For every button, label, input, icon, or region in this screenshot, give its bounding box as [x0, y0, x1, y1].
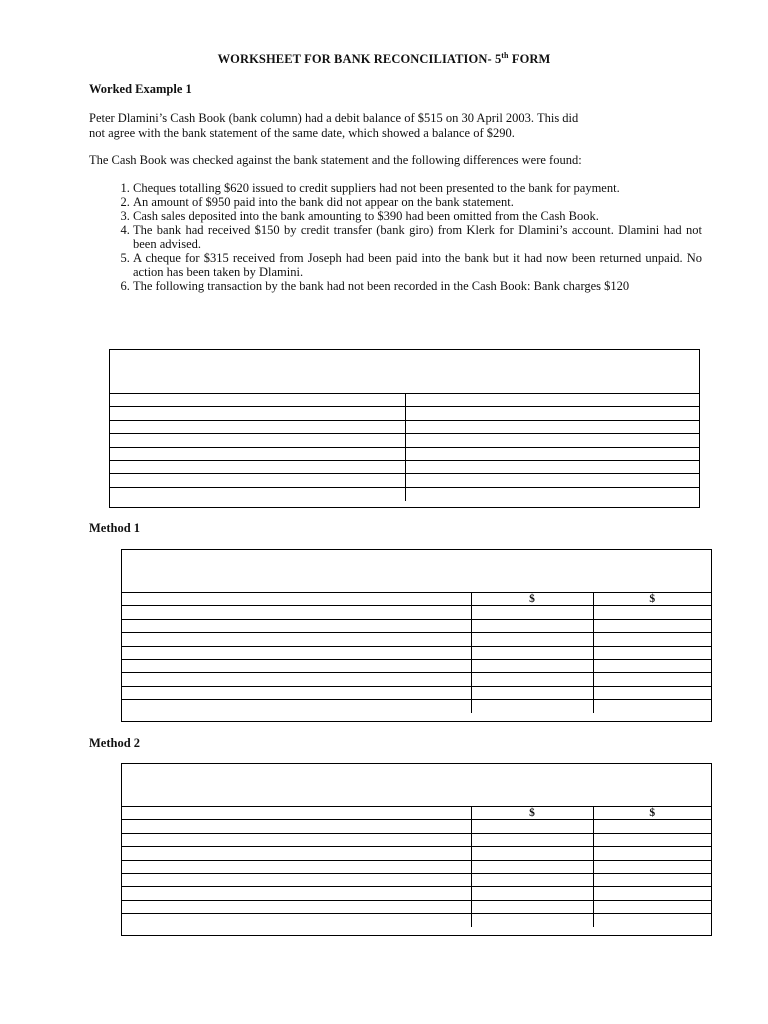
table-cell[interactable] [593, 873, 711, 886]
table-row [122, 606, 711, 619]
table-cell[interactable] [471, 820, 593, 833]
cash-book-grid [109, 349, 700, 508]
table-cell[interactable] [405, 487, 699, 500]
cash-book-table [110, 393, 699, 501]
table-cell[interactable] [471, 659, 593, 672]
difference-item: 2. An amount of $950 paid into the bank did not appear on the bank statement. [133, 195, 702, 209]
table-cell[interactable] [110, 460, 405, 473]
table-row [110, 447, 699, 460]
table-cell[interactable] [405, 434, 699, 447]
table-row [122, 914, 711, 927]
table-row [110, 407, 699, 420]
table-row [122, 900, 711, 913]
table-row [122, 820, 711, 833]
table-cell[interactable] [593, 646, 711, 659]
table-cell[interactable] [122, 820, 471, 833]
table-cell[interactable] [471, 633, 593, 646]
currency-header: $ [471, 807, 593, 820]
table-cell[interactable] [471, 646, 593, 659]
page-title: WORKSHEET FOR BANK RECONCILIATION- 5th FORM [217, 51, 551, 66]
worked-example-heading: Worked Example 1 [89, 82, 192, 96]
table-row [110, 394, 699, 407]
method2-grid [121, 763, 712, 936]
table-cell[interactable] [110, 474, 405, 487]
table-cell[interactable] [593, 606, 711, 619]
table-cell[interactable] [110, 447, 405, 460]
table-cell[interactable] [110, 487, 405, 500]
table-cell[interactable] [471, 686, 593, 699]
table-cell[interactable] [471, 914, 593, 927]
table-cell[interactable] [122, 593, 471, 606]
table-cell[interactable] [593, 633, 711, 646]
method1-table [122, 592, 711, 713]
table-row [110, 474, 699, 487]
table-row [122, 860, 711, 873]
table-cell[interactable] [122, 646, 471, 659]
table-cell[interactable] [471, 873, 593, 886]
table-row [122, 646, 711, 659]
table-row [122, 686, 711, 699]
method1-grid [121, 549, 712, 722]
difference-item: 1. Cheques totalling $620 issued to credit suppliers had not been presented to the bank for payment. [133, 181, 702, 195]
table-cell[interactable] [471, 700, 593, 713]
table-header-row [122, 807, 711, 820]
table-row [122, 700, 711, 713]
table-cell[interactable] [593, 887, 711, 900]
table-cell[interactable] [593, 686, 711, 699]
table-header-row [122, 593, 711, 606]
table-row [122, 659, 711, 672]
table-cell[interactable] [471, 900, 593, 913]
table-cell[interactable] [122, 619, 471, 632]
table-row [110, 420, 699, 433]
method2-table [122, 806, 711, 927]
table-cell[interactable] [593, 659, 711, 672]
table-row [110, 460, 699, 473]
table-row [122, 887, 711, 900]
table-cell[interactable] [122, 900, 471, 913]
table-row [122, 633, 711, 646]
table-cell[interactable] [405, 474, 699, 487]
intro-paragraph [89, 111, 679, 141]
table-cell[interactable] [122, 807, 471, 820]
intro-line: Peter Dlamini’s Cash Book (bank column) had a debit balance of $515 on 30 April 2003. This did [89, 111, 579, 125]
difference-item: 3. Cash sales deposited into the bank amounting to $390 had been omitted from the Cash Book. [133, 209, 702, 223]
table-cell[interactable] [122, 873, 471, 886]
table-cell[interactable] [471, 619, 593, 632]
currency-header: $ [593, 593, 711, 606]
table-row [122, 833, 711, 846]
table-cell[interactable] [122, 847, 471, 860]
difference-item: 6. The following transaction by the bank had not been recorded in the Cash Book: Bank charges $120 [133, 279, 702, 293]
table-cell[interactable] [405, 394, 699, 407]
table-row [122, 873, 711, 886]
table-cell[interactable] [122, 659, 471, 672]
table-cell[interactable] [122, 860, 471, 873]
intro-line: not agree with the bank statement of the same date, which showed a balance of $290. [89, 126, 515, 140]
table-cell[interactable] [122, 673, 471, 686]
table-row [122, 619, 711, 632]
table-cell[interactable] [122, 914, 471, 927]
table-cell[interactable] [471, 887, 593, 900]
checked-paragraph: The Cash Book was checked against the bank statement and the following differences were found: [89, 153, 582, 167]
table-cell[interactable] [405, 407, 699, 420]
table-cell[interactable] [471, 860, 593, 873]
table-cell[interactable] [110, 394, 405, 407]
difference-item: 5. A cheque for $315 received from Joseph had been paid into the bank but it had now been returned unpaid. No action has been taken by Dlamini. [133, 251, 702, 279]
table-cell[interactable] [405, 447, 699, 460]
table-cell[interactable] [471, 606, 593, 619]
table-cell[interactable] [471, 673, 593, 686]
differences-list [110, 181, 702, 293]
table-cell[interactable] [593, 914, 711, 927]
currency-header: $ [593, 807, 711, 820]
table-cell[interactable] [122, 633, 471, 646]
table-cell[interactable] [593, 700, 711, 713]
table-cell[interactable] [110, 420, 405, 433]
table-row [110, 487, 699, 500]
table-cell[interactable] [593, 820, 711, 833]
table-row [122, 847, 711, 860]
table-cell[interactable] [593, 673, 711, 686]
table-cell[interactable] [122, 887, 471, 900]
table-cell[interactable] [405, 460, 699, 473]
table-cell[interactable] [405, 420, 699, 433]
difference-item: 4. The bank had received $150 by credit transfer (bank giro) from Klerk for Dlamini’s account. Dlamini had not been advised. [133, 223, 702, 251]
table-cell[interactable] [471, 847, 593, 860]
table-cell[interactable] [110, 407, 405, 420]
table-cell[interactable] [122, 686, 471, 699]
table-row [122, 673, 711, 686]
table-cell[interactable] [122, 606, 471, 619]
table-cell[interactable] [593, 619, 711, 632]
method1-heading: Method 1 [89, 521, 141, 535]
method2-heading: Method 2 [89, 736, 141, 750]
table-cell[interactable] [593, 833, 711, 846]
table-cell[interactable] [122, 833, 471, 846]
table-cell[interactable] [122, 700, 471, 713]
table-cell[interactable] [110, 434, 405, 447]
table-row [110, 434, 699, 447]
table-cell[interactable] [593, 900, 711, 913]
table-cell[interactable] [471, 833, 593, 846]
table-cell[interactable] [593, 860, 711, 873]
currency-header: $ [471, 593, 593, 606]
table-cell[interactable] [593, 847, 711, 860]
